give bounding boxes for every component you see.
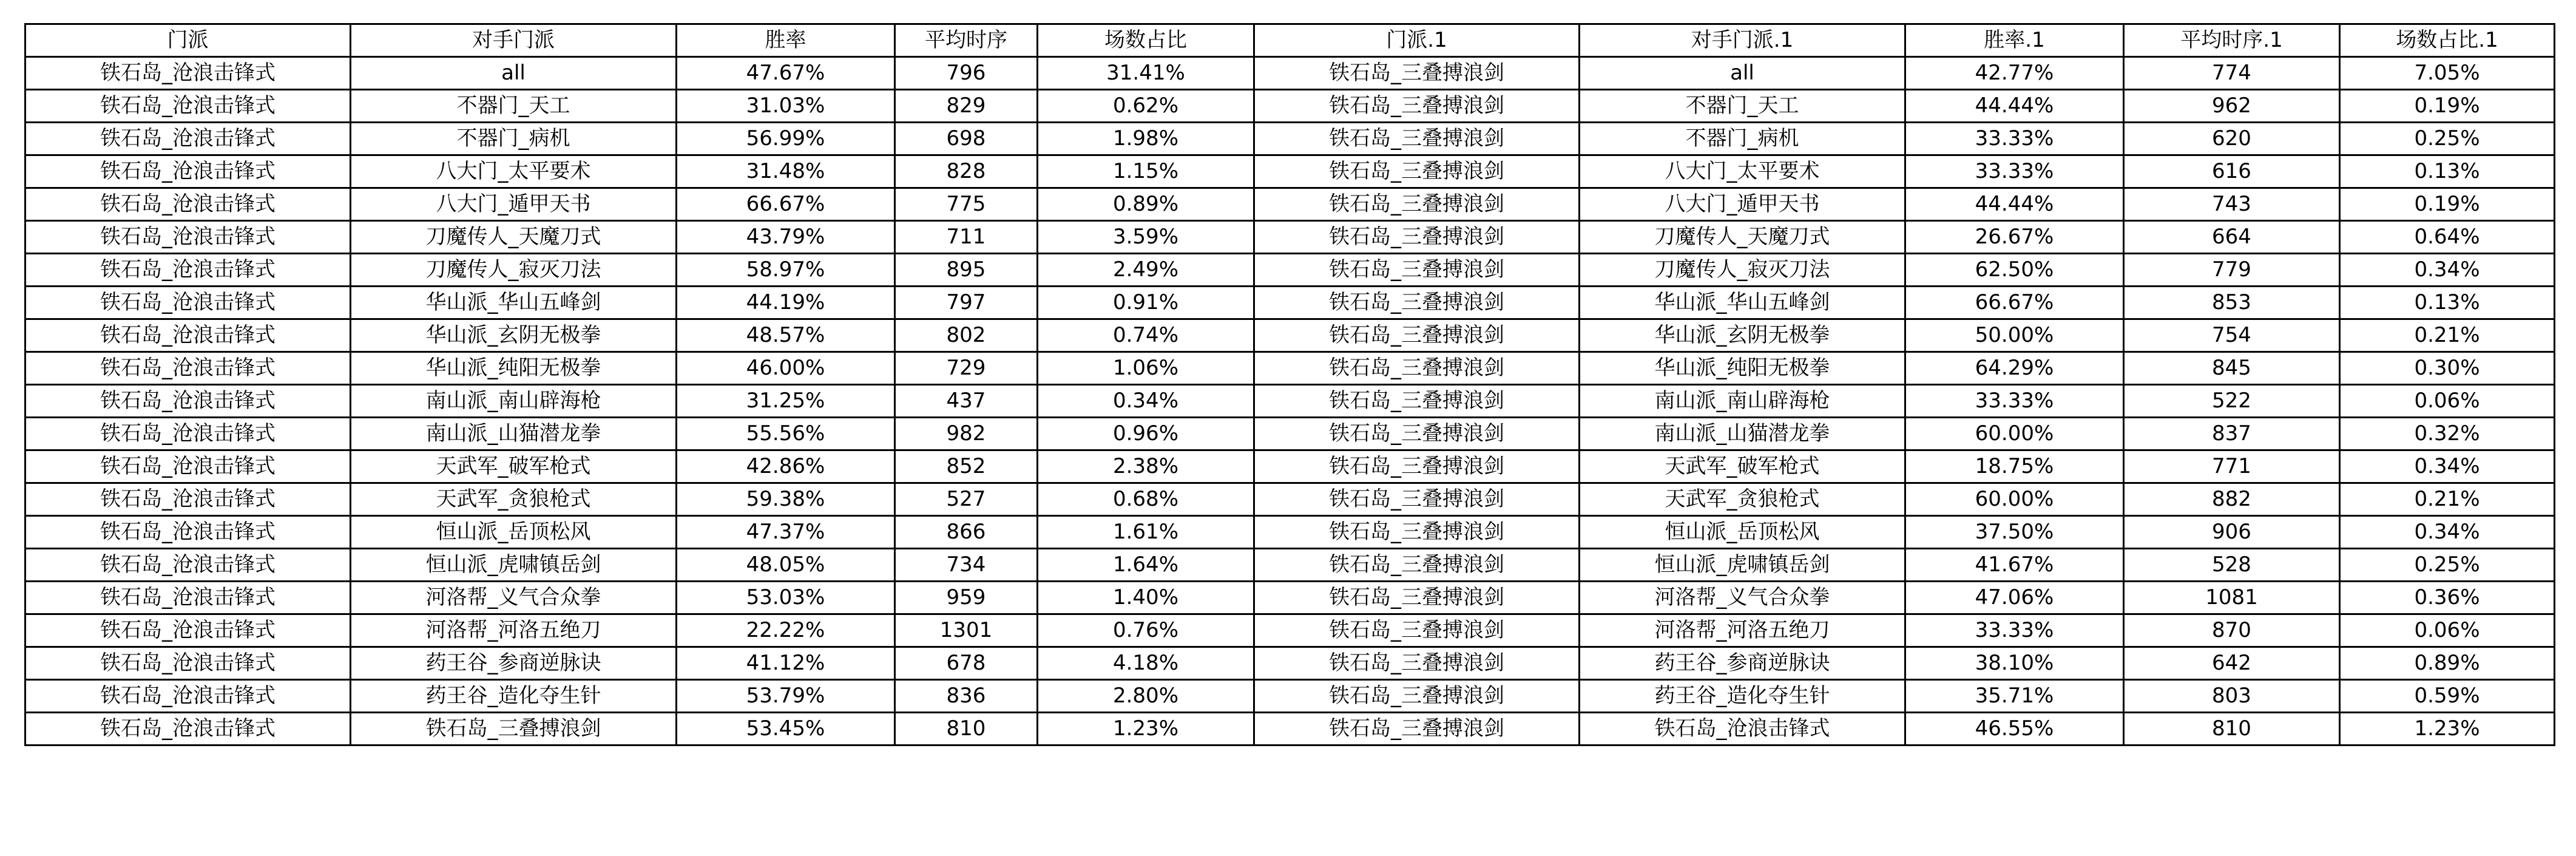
sect-cell: 铁石岛_沧浪击锋式 — [25, 450, 351, 483]
win-rate-cell: 44.19% — [677, 287, 895, 319]
win-rate-cell: 56.99% — [677, 123, 895, 155]
opponent-sect-cell: 南山派_南山辟海枪 — [351, 385, 677, 418]
win-rate-cell: 53.03% — [677, 582, 895, 614]
win-rate-1-cell: 35.71% — [1905, 680, 2124, 713]
match-share-1-cell: 0.34% — [2340, 254, 2555, 287]
opponent-sect-cell: 南山派_山猫潜龙拳 — [351, 418, 677, 450]
sect-cell: 铁石岛_沧浪击锋式 — [25, 287, 351, 319]
sect-cell: 铁石岛_沧浪击锋式 — [25, 680, 351, 713]
avg-timing-1-cell: 779 — [2124, 254, 2340, 287]
match-share-cell: 0.89% — [1038, 188, 1254, 221]
match-share-cell: 2.49% — [1038, 254, 1254, 287]
column-header-opponent-sect: 对手门派 — [351, 24, 677, 57]
match-share-1-cell: 0.06% — [2340, 614, 2555, 647]
table-row — [25, 221, 2555, 254]
match-share-1-cell: 0.19% — [2340, 188, 2555, 221]
avg-timing-1-cell: 528 — [2124, 549, 2340, 582]
win-rate-1-cell: 18.75% — [1905, 450, 2124, 483]
sect-cell: 铁石岛_沧浪击锋式 — [25, 516, 351, 549]
avg-timing-1-cell: 837 — [2124, 418, 2340, 450]
avg-timing-1-cell: 522 — [2124, 385, 2340, 418]
avg-timing-1-cell: 962 — [2124, 90, 2340, 123]
win-rate-cell: 47.67% — [677, 57, 895, 90]
win-rate-cell: 48.57% — [677, 319, 895, 352]
sect-cell: 铁石岛_沧浪击锋式 — [25, 385, 351, 418]
avg-timing-1-cell: 664 — [2124, 221, 2340, 254]
table-row — [25, 254, 2555, 287]
opponent-sect-1-cell: 恒山派_岳顶松风 — [1580, 516, 1905, 549]
match-share-1-cell: 0.59% — [2340, 680, 2555, 713]
win-rate-1-cell: 46.55% — [1905, 713, 2124, 746]
win-rate-cell: 43.79% — [677, 221, 895, 254]
opponent-sect-1-cell: 药王谷_造化夺生针 — [1580, 680, 1905, 713]
opponent-sect-1-cell: 华山派_玄阴无极拳 — [1580, 319, 1905, 352]
win-rate-1-cell: 38.10% — [1905, 647, 2124, 680]
opponent-sect-cell: 八大门_太平要术 — [351, 155, 677, 188]
sect-1-cell: 铁石岛_三叠搏浪剑 — [1254, 319, 1580, 352]
avg-timing-cell: 729 — [895, 352, 1038, 385]
match-share-1-cell: 0.30% — [2340, 352, 2555, 385]
sect-1-cell: 铁石岛_三叠搏浪剑 — [1254, 614, 1580, 647]
opponent-sect-cell: 天武军_破军枪式 — [351, 450, 677, 483]
table-row — [25, 549, 2555, 582]
sect-cell: 铁石岛_沧浪击锋式 — [25, 582, 351, 614]
match-share-1-cell: 0.34% — [2340, 450, 2555, 483]
stats-table — [24, 23, 2555, 746]
sect-cell: 铁石岛_沧浪击锋式 — [25, 155, 351, 188]
header-row — [25, 24, 2555, 57]
win-rate-cell: 47.37% — [677, 516, 895, 549]
win-rate-cell: 41.12% — [677, 647, 895, 680]
opponent-sect-cell: 刀魔传人_寂灭刀法 — [351, 254, 677, 287]
opponent-sect-cell: 华山派_华山五峰剑 — [351, 287, 677, 319]
avg-timing-1-cell: 1081 — [2124, 582, 2340, 614]
match-share-1-cell: 0.25% — [2340, 549, 2555, 582]
opponent-sect-cell: 天武军_贪狼枪式 — [351, 483, 677, 516]
sect-1-cell: 铁石岛_三叠搏浪剑 — [1254, 582, 1580, 614]
opponent-sect-1-cell: 华山派_华山五峰剑 — [1580, 287, 1905, 319]
avg-timing-1-cell: 853 — [2124, 287, 2340, 319]
match-share-1-cell: 0.89% — [2340, 647, 2555, 680]
opponent-sect-cell: 华山派_纯阳无极拳 — [351, 352, 677, 385]
win-rate-1-cell: 33.33% — [1905, 385, 2124, 418]
avg-timing-cell: 866 — [895, 516, 1038, 549]
avg-timing-cell: 775 — [895, 188, 1038, 221]
sect-cell: 铁石岛_沧浪击锋式 — [25, 221, 351, 254]
win-rate-1-cell: 47.06% — [1905, 582, 2124, 614]
match-share-cell: 0.96% — [1038, 418, 1254, 450]
column-header-match-share-1: 场数占比.1 — [2340, 24, 2555, 57]
avg-timing-cell: 810 — [895, 713, 1038, 746]
sect-1-cell: 铁石岛_三叠搏浪剑 — [1254, 123, 1580, 155]
opponent-sect-1-cell: 铁石岛_沧浪击锋式 — [1580, 713, 1905, 746]
sect-cell: 铁石岛_沧浪击锋式 — [25, 713, 351, 746]
win-rate-1-cell: 42.77% — [1905, 57, 2124, 90]
win-rate-cell: 53.45% — [677, 713, 895, 746]
win-rate-cell: 66.67% — [677, 188, 895, 221]
column-header-match-share: 场数占比 — [1038, 24, 1254, 57]
opponent-sect-cell: 华山派_玄阴无极拳 — [351, 319, 677, 352]
win-rate-1-cell: 64.29% — [1905, 352, 2124, 385]
column-header-sect-1: 门派.1 — [1254, 24, 1580, 57]
opponent-sect-cell: 八大门_遁甲天书 — [351, 188, 677, 221]
win-rate-1-cell: 60.00% — [1905, 483, 2124, 516]
table-row — [25, 57, 2555, 90]
match-share-1-cell: 0.25% — [2340, 123, 2555, 155]
match-share-1-cell: 0.36% — [2340, 582, 2555, 614]
sect-1-cell: 铁石岛_三叠搏浪剑 — [1254, 155, 1580, 188]
match-share-cell: 31.41% — [1038, 57, 1254, 90]
win-rate-1-cell: 33.33% — [1905, 155, 2124, 188]
sect-1-cell: 铁石岛_三叠搏浪剑 — [1254, 516, 1580, 549]
table-row — [25, 385, 2555, 418]
table-row — [25, 516, 2555, 549]
match-share-1-cell: 0.06% — [2340, 385, 2555, 418]
opponent-sect-1-cell: 河洛帮_义气合众拳 — [1580, 582, 1905, 614]
column-header-win-rate-1: 胜率.1 — [1905, 24, 2124, 57]
win-rate-1-cell: 62.50% — [1905, 254, 2124, 287]
opponent-sect-1-cell: 刀魔传人_天魔刀式 — [1580, 221, 1905, 254]
win-rate-cell: 42.86% — [677, 450, 895, 483]
opponent-sect-1-cell: 恒山派_虎啸镇岳剑 — [1580, 549, 1905, 582]
win-rate-1-cell: 60.00% — [1905, 418, 2124, 450]
avg-timing-cell: 711 — [895, 221, 1038, 254]
match-share-cell: 0.34% — [1038, 385, 1254, 418]
opponent-sect-1-cell: 刀魔传人_寂灭刀法 — [1580, 254, 1905, 287]
sect-cell: 铁石岛_沧浪击锋式 — [25, 647, 351, 680]
match-share-cell: 1.40% — [1038, 582, 1254, 614]
table-body — [25, 57, 2555, 746]
sect-1-cell: 铁石岛_三叠搏浪剑 — [1254, 385, 1580, 418]
match-share-cell: 4.18% — [1038, 647, 1254, 680]
avg-timing-cell: 802 — [895, 319, 1038, 352]
sect-1-cell: 铁石岛_三叠搏浪剑 — [1254, 287, 1580, 319]
opponent-sect-cell: 刀魔传人_天魔刀式 — [351, 221, 677, 254]
win-rate-cell: 48.05% — [677, 549, 895, 582]
column-header-opponent-sect-1: 对手门派.1 — [1580, 24, 1905, 57]
sect-1-cell: 铁石岛_三叠搏浪剑 — [1254, 549, 1580, 582]
win-rate-1-cell: 33.33% — [1905, 123, 2124, 155]
opponent-sect-1-cell: 南山派_南山辟海枪 — [1580, 385, 1905, 418]
table-row — [25, 713, 2555, 746]
avg-timing-1-cell: 616 — [2124, 155, 2340, 188]
opponent-sect-1-cell: all — [1580, 57, 1905, 90]
opponent-sect-cell: 河洛帮_河洛五绝刀 — [351, 614, 677, 647]
sect-cell: 铁石岛_沧浪击锋式 — [25, 352, 351, 385]
match-share-cell: 2.80% — [1038, 680, 1254, 713]
avg-timing-1-cell: 906 — [2124, 516, 2340, 549]
avg-timing-1-cell: 810 — [2124, 713, 2340, 746]
sect-1-cell: 铁石岛_三叠搏浪剑 — [1254, 680, 1580, 713]
avg-timing-1-cell: 771 — [2124, 450, 2340, 483]
match-share-cell: 1.06% — [1038, 352, 1254, 385]
match-share-cell: 1.23% — [1038, 713, 1254, 746]
avg-timing-1-cell: 882 — [2124, 483, 2340, 516]
match-share-1-cell: 0.21% — [2340, 319, 2555, 352]
table-row — [25, 680, 2555, 713]
opponent-sect-cell: 药王谷_参商逆脉诀 — [351, 647, 677, 680]
win-rate-cell: 55.56% — [677, 418, 895, 450]
opponent-sect-cell: all — [351, 57, 677, 90]
avg-timing-cell: 734 — [895, 549, 1038, 582]
avg-timing-cell: 698 — [895, 123, 1038, 155]
match-share-cell: 0.62% — [1038, 90, 1254, 123]
table-row — [25, 450, 2555, 483]
opponent-sect-cell: 恒山派_岳顶松风 — [351, 516, 677, 549]
table-row — [25, 155, 2555, 188]
sect-1-cell: 铁石岛_三叠搏浪剑 — [1254, 713, 1580, 746]
opponent-sect-1-cell: 河洛帮_河洛五绝刀 — [1580, 614, 1905, 647]
sect-cell: 铁石岛_沧浪击锋式 — [25, 614, 351, 647]
table-row — [25, 582, 2555, 614]
match-share-cell: 1.98% — [1038, 123, 1254, 155]
win-rate-1-cell: 50.00% — [1905, 319, 2124, 352]
win-rate-cell: 58.97% — [677, 254, 895, 287]
sect-cell: 铁石岛_沧浪击锋式 — [25, 319, 351, 352]
avg-timing-cell: 959 — [895, 582, 1038, 614]
sect-cell: 铁石岛_沧浪击锋式 — [25, 188, 351, 221]
avg-timing-1-cell: 754 — [2124, 319, 2340, 352]
win-rate-cell: 31.25% — [677, 385, 895, 418]
column-header-win-rate: 胜率 — [677, 24, 895, 57]
table-row — [25, 647, 2555, 680]
avg-timing-1-cell: 642 — [2124, 647, 2340, 680]
column-header-sect: 门派 — [25, 24, 351, 57]
opponent-sect-cell: 药王谷_造化夺生针 — [351, 680, 677, 713]
match-share-1-cell: 1.23% — [2340, 713, 2555, 746]
sect-cell: 铁石岛_沧浪击锋式 — [25, 90, 351, 123]
sect-1-cell: 铁石岛_三叠搏浪剑 — [1254, 647, 1580, 680]
table-row — [25, 319, 2555, 352]
opponent-sect-cell: 不器门_天工 — [351, 90, 677, 123]
match-share-cell: 3.59% — [1038, 221, 1254, 254]
win-rate-1-cell: 41.67% — [1905, 549, 2124, 582]
avg-timing-cell: 982 — [895, 418, 1038, 450]
avg-timing-cell: 895 — [895, 254, 1038, 287]
match-share-cell: 1.61% — [1038, 516, 1254, 549]
match-share-1-cell: 0.34% — [2340, 516, 2555, 549]
sect-1-cell: 铁石岛_三叠搏浪剑 — [1254, 188, 1580, 221]
avg-timing-cell: 796 — [895, 57, 1038, 90]
win-rate-1-cell: 33.33% — [1905, 614, 2124, 647]
win-rate-cell: 31.03% — [677, 90, 895, 123]
sect-1-cell: 铁石岛_三叠搏浪剑 — [1254, 90, 1580, 123]
match-share-cell: 0.76% — [1038, 614, 1254, 647]
match-share-1-cell: 0.32% — [2340, 418, 2555, 450]
sect-cell: 铁石岛_沧浪击锋式 — [25, 57, 351, 90]
avg-timing-1-cell: 743 — [2124, 188, 2340, 221]
match-share-cell: 1.64% — [1038, 549, 1254, 582]
avg-timing-cell: 678 — [895, 647, 1038, 680]
table-row — [25, 483, 2555, 516]
avg-timing-cell: 829 — [895, 90, 1038, 123]
win-rate-cell: 59.38% — [677, 483, 895, 516]
table-row — [25, 90, 2555, 123]
sect-1-cell: 铁石岛_三叠搏浪剑 — [1254, 418, 1580, 450]
avg-timing-cell: 1301 — [895, 614, 1038, 647]
table-header — [25, 24, 2555, 57]
sect-cell: 铁石岛_沧浪击锋式 — [25, 254, 351, 287]
match-share-cell: 0.74% — [1038, 319, 1254, 352]
sect-1-cell: 铁石岛_三叠搏浪剑 — [1254, 450, 1580, 483]
match-share-cell: 2.38% — [1038, 450, 1254, 483]
match-share-1-cell: 0.19% — [2340, 90, 2555, 123]
opponent-sect-1-cell: 天武军_贪狼枪式 — [1580, 483, 1905, 516]
opponent-sect-1-cell: 不器门_天工 — [1580, 90, 1905, 123]
avg-timing-1-cell: 620 — [2124, 123, 2340, 155]
match-share-cell: 1.15% — [1038, 155, 1254, 188]
opponent-sect-cell: 铁石岛_三叠搏浪剑 — [351, 713, 677, 746]
match-share-cell: 0.68% — [1038, 483, 1254, 516]
win-rate-1-cell: 44.44% — [1905, 188, 2124, 221]
match-share-1-cell: 0.64% — [2340, 221, 2555, 254]
column-header-avg-timing-1: 平均时序.1 — [2124, 24, 2340, 57]
win-rate-cell: 46.00% — [677, 352, 895, 385]
avg-timing-cell: 797 — [895, 287, 1038, 319]
avg-timing-cell: 437 — [895, 385, 1038, 418]
sect-cell: 铁石岛_沧浪击锋式 — [25, 549, 351, 582]
opponent-sect-1-cell: 华山派_纯阳无极拳 — [1580, 352, 1905, 385]
avg-timing-1-cell: 870 — [2124, 614, 2340, 647]
sect-1-cell: 铁石岛_三叠搏浪剑 — [1254, 352, 1580, 385]
table-row — [25, 418, 2555, 450]
sect-1-cell: 铁石岛_三叠搏浪剑 — [1254, 221, 1580, 254]
match-share-1-cell: 0.21% — [2340, 483, 2555, 516]
win-rate-1-cell: 66.67% — [1905, 287, 2124, 319]
table-row — [25, 614, 2555, 647]
match-share-cell: 0.91% — [1038, 287, 1254, 319]
table-row — [25, 188, 2555, 221]
win-rate-cell: 22.22% — [677, 614, 895, 647]
opponent-sect-1-cell: 药王谷_参商逆脉诀 — [1580, 647, 1905, 680]
win-rate-1-cell: 26.67% — [1905, 221, 2124, 254]
avg-timing-1-cell: 845 — [2124, 352, 2340, 385]
opponent-sect-1-cell: 不器门_病机 — [1580, 123, 1905, 155]
avg-timing-cell: 852 — [895, 450, 1038, 483]
sect-1-cell: 铁石岛_三叠搏浪剑 — [1254, 254, 1580, 287]
win-rate-cell: 53.79% — [677, 680, 895, 713]
match-share-1-cell: 0.13% — [2340, 155, 2555, 188]
sect-cell: 铁石岛_沧浪击锋式 — [25, 418, 351, 450]
opponent-sect-cell: 不器门_病机 — [351, 123, 677, 155]
sect-1-cell: 铁石岛_三叠搏浪剑 — [1254, 57, 1580, 90]
opponent-sect-1-cell: 天武军_破军枪式 — [1580, 450, 1905, 483]
opponent-sect-1-cell: 八大门_遁甲天书 — [1580, 188, 1905, 221]
table-row — [25, 123, 2555, 155]
win-rate-1-cell: 37.50% — [1905, 516, 2124, 549]
opponent-sect-1-cell: 南山派_山猫潜龙拳 — [1580, 418, 1905, 450]
sect-cell: 铁石岛_沧浪击锋式 — [25, 123, 351, 155]
avg-timing-cell: 836 — [895, 680, 1038, 713]
avg-timing-1-cell: 803 — [2124, 680, 2340, 713]
opponent-sect-cell: 恒山派_虎啸镇岳剑 — [351, 549, 677, 582]
win-rate-1-cell: 44.44% — [1905, 90, 2124, 123]
match-share-1-cell: 0.13% — [2340, 287, 2555, 319]
sect-cell: 铁石岛_沧浪击锋式 — [25, 483, 351, 516]
avg-timing-1-cell: 774 — [2124, 57, 2340, 90]
avg-timing-cell: 828 — [895, 155, 1038, 188]
avg-timing-cell: 527 — [895, 483, 1038, 516]
sect-1-cell: 铁石岛_三叠搏浪剑 — [1254, 483, 1580, 516]
match-share-1-cell: 7.05% — [2340, 57, 2555, 90]
column-header-avg-timing: 平均时序 — [895, 24, 1038, 57]
table-row — [25, 287, 2555, 319]
table-row — [25, 352, 2555, 385]
opponent-sect-cell: 河洛帮_义气合众拳 — [351, 582, 677, 614]
opponent-sect-1-cell: 八大门_太平要术 — [1580, 155, 1905, 188]
win-rate-cell: 31.48% — [677, 155, 895, 188]
